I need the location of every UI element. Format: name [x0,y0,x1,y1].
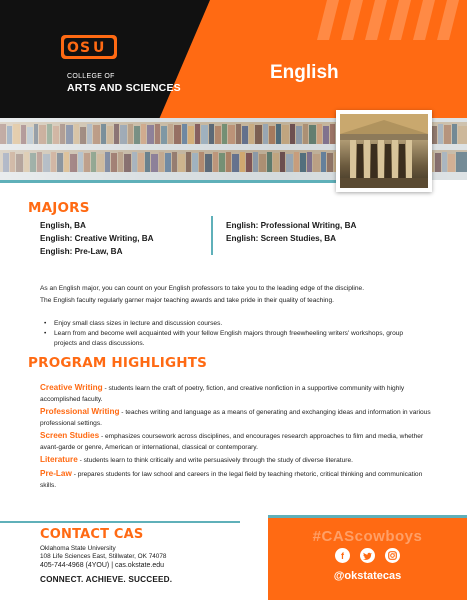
highlight-professional-writing [40,407,438,429]
highlight-text: - emphasizes coursework across disciplines, and encourages research approaches to film and media, whether avant-garde or genre, American or international, classical or contemporary. [40,433,424,451]
instagram-icon[interactable] [385,548,400,563]
contact-phone-web[interactable]: 405-744-4968 (4YOU) | cas.okstate.edu [40,562,165,569]
majors-divider [211,216,213,255]
highlight-text: - students learn to think critically and write persuasively through the study of diverse literature. [77,457,354,464]
contact-heading: CONTACT CAS [40,527,144,542]
list-item: • Enjoy small class sizes in lecture and discussion courses. [44,319,424,329]
college-name: ARTS AND SCIENCES [67,82,181,94]
facebook-icon[interactable]: f [335,548,350,563]
svg-text:U: U [93,40,105,56]
intro-paragraph: As an English major, you can count on your English professors to take you to the leading edge of the discipline. [40,285,365,292]
contact-address: 108 Life Sciences East, Stillwater, OK 74078 [40,553,167,560]
major-item: English: Screen Studies, BA [226,234,337,243]
program-highlights-heading: PROGRAM HIGHLIGHTS [28,355,208,371]
highlight-title: Creative Writing [40,383,103,392]
majors-heading: MAJORS [28,200,90,216]
highlight-text: - prepares students for law school and careers in the legal field by teaching rhetoric, critical thinking and communication skills. [40,471,423,489]
highlight-literature [40,455,438,467]
college-line1: COLLEGE OF [67,73,115,80]
page-title: English [270,62,339,83]
library-building-photo [336,110,432,192]
highlight-text: - teaches writing and language as a means of generating and exchanging ideas and information in various professional settings. [40,409,431,427]
list-item: • Learn from and become well acquainted with your fellow English majors through freewheeling writers' workshops, group projects and class discussions. [44,329,424,348]
social-icons [268,548,467,563]
twitter-icon[interactable] [360,548,375,563]
header [0,0,467,118]
major-item: English, BA [40,221,86,230]
major-item: English: Creative Writing, BA [40,234,154,243]
teal-accent-line [0,180,350,183]
major-item: English: Professional Writing, BA [226,221,357,230]
osu-logo [60,33,118,61]
intro-paragraph: The English faculty regularly garner major teaching awards and take pride in their quality of teaching. [40,297,334,304]
tagline: CONNECT. ACHIEVE. SUCCEED. [40,575,173,584]
svg-text:O: O [67,40,79,56]
highlight-title: Professional Writing [40,407,120,416]
header-stripes-decoration [307,0,467,40]
highlight-pre-law [40,469,438,491]
hashtag: #CAScowboys [312,528,423,545]
social-handle[interactable]: @okstatecas [333,570,402,582]
highlight-text: - students learn the craft of poetry, fiction, and creative nonfiction in a supportive community with highly accomplished faculty. [40,385,405,403]
highlight-title: Literature [40,455,78,464]
highlight-title: Pre-Law [40,469,72,478]
major-item: English: Pre-Law, BA [40,247,123,256]
social-panel [268,518,467,600]
teal-accent-line [0,521,240,523]
highlight-screen-studies [40,431,438,453]
highlight-creative-writing [40,383,438,405]
svg-text:S: S [80,40,91,56]
highlight-title: Screen Studies [40,431,100,440]
contact-university: Oklahoma State University [40,545,116,552]
